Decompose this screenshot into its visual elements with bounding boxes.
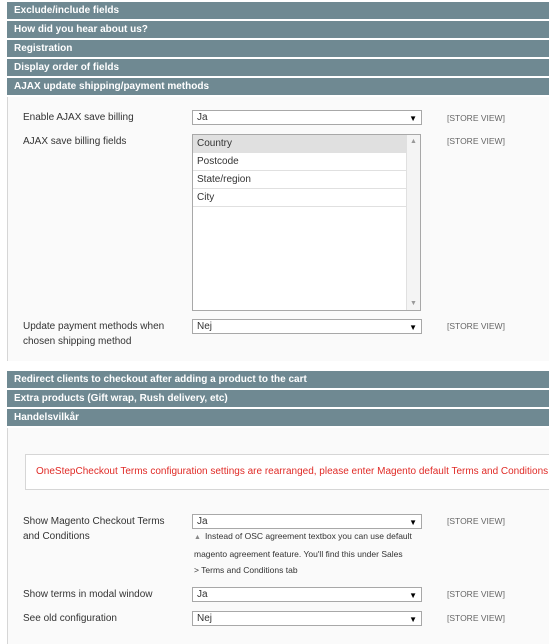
update-payment-methods-label-line1: Update payment methods when xyxy=(23,321,165,332)
list-item[interactable]: State/region xyxy=(193,171,408,189)
see-old-configuration-label: See old configuration xyxy=(23,613,117,624)
section-ajax-update[interactable]: AJAX update shipping/payment methods xyxy=(7,78,549,96)
scope-label: [STORE VIEW] xyxy=(447,136,505,146)
hint-line1: Instead of OSC agreement textbox you can use default xyxy=(204,531,412,541)
section-redirect-clients[interactable]: Redirect clients to checkout after adding a product to the cart xyxy=(7,371,549,389)
scope-label: [STORE VIEW] xyxy=(447,516,505,526)
scope-label: [STORE VIEW] xyxy=(447,589,505,599)
chevron-down-icon: ▼ xyxy=(409,591,417,600)
scroll-down-icon[interactable]: ▼ xyxy=(410,300,417,307)
show-terms-modal-value: Ja xyxy=(197,589,208,600)
update-payment-methods-label xyxy=(23,319,164,349)
enable-ajax-save-billing-label: Enable AJAX save billing xyxy=(23,112,134,123)
list-item[interactable]: Country xyxy=(193,135,408,153)
show-terms-modal-label: Show terms in modal window xyxy=(23,589,153,600)
ajax-save-billing-fields-multiselect[interactable] xyxy=(192,134,421,311)
show-terms-modal-select[interactable] xyxy=(192,587,422,602)
section-registration[interactable]: Registration xyxy=(7,40,549,58)
section-extra-products[interactable]: Extra products (Gift wrap, Rush delivery, etc) xyxy=(7,390,549,408)
section-how-did-you-hear[interactable]: How did you hear about us? xyxy=(7,21,549,39)
scope-label: [STORE VIEW] xyxy=(447,113,505,123)
show-magento-terms-label-line1: Show Magento Checkout Terms xyxy=(23,516,165,527)
show-magento-terms-label xyxy=(23,514,165,544)
update-payment-methods-label-line2: chosen shipping method xyxy=(23,336,132,347)
scope-label: [STORE VIEW] xyxy=(447,613,505,623)
hint-line3: > Terms and Conditions tab xyxy=(194,565,298,575)
update-payment-methods-select[interactable] xyxy=(192,319,422,334)
update-payment-methods-value: Nej xyxy=(197,321,213,332)
see-old-configuration-value: Nej xyxy=(197,613,213,624)
ajax-save-billing-fields-label: AJAX save billing fields xyxy=(23,136,127,147)
chevron-down-icon: ▼ xyxy=(409,114,417,123)
chevron-down-icon: ▼ xyxy=(409,323,417,332)
see-old-configuration-select[interactable] xyxy=(192,611,422,626)
show-magento-terms-value: Ja xyxy=(197,516,208,527)
scroll-up-icon[interactable]: ▲ xyxy=(410,138,417,145)
enable-ajax-save-billing-value: Ja xyxy=(197,112,208,123)
show-magento-terms-label-line2: and Conditions xyxy=(23,531,90,542)
show-magento-terms-hint xyxy=(194,528,429,578)
show-magento-terms-select[interactable] xyxy=(192,514,422,529)
scrollbar[interactable] xyxy=(406,135,420,310)
chevron-down-icon: ▼ xyxy=(409,518,417,527)
scope-label: [STORE VIEW] xyxy=(447,321,505,331)
list-item[interactable]: City xyxy=(193,189,408,207)
terms-notice-message: OneStepCheckout Terms configuration settings are rearranged, please enter Magento default Terms and Conditions xyxy=(25,454,549,490)
section-display-order[interactable]: Display order of fields xyxy=(7,59,549,77)
triangle-up-icon: ▲ xyxy=(194,534,201,541)
list-item[interactable]: Postcode xyxy=(193,153,408,171)
hint-line2: magento agreement feature. You'll find this under Sales xyxy=(194,549,403,559)
chevron-down-icon: ▼ xyxy=(409,615,417,624)
enable-ajax-save-billing-select[interactable] xyxy=(192,110,422,125)
section-handelsvilkar[interactable]: Handelsvilkår xyxy=(7,409,549,427)
section-exclude-include[interactable]: Exclude/include fields xyxy=(7,2,549,20)
